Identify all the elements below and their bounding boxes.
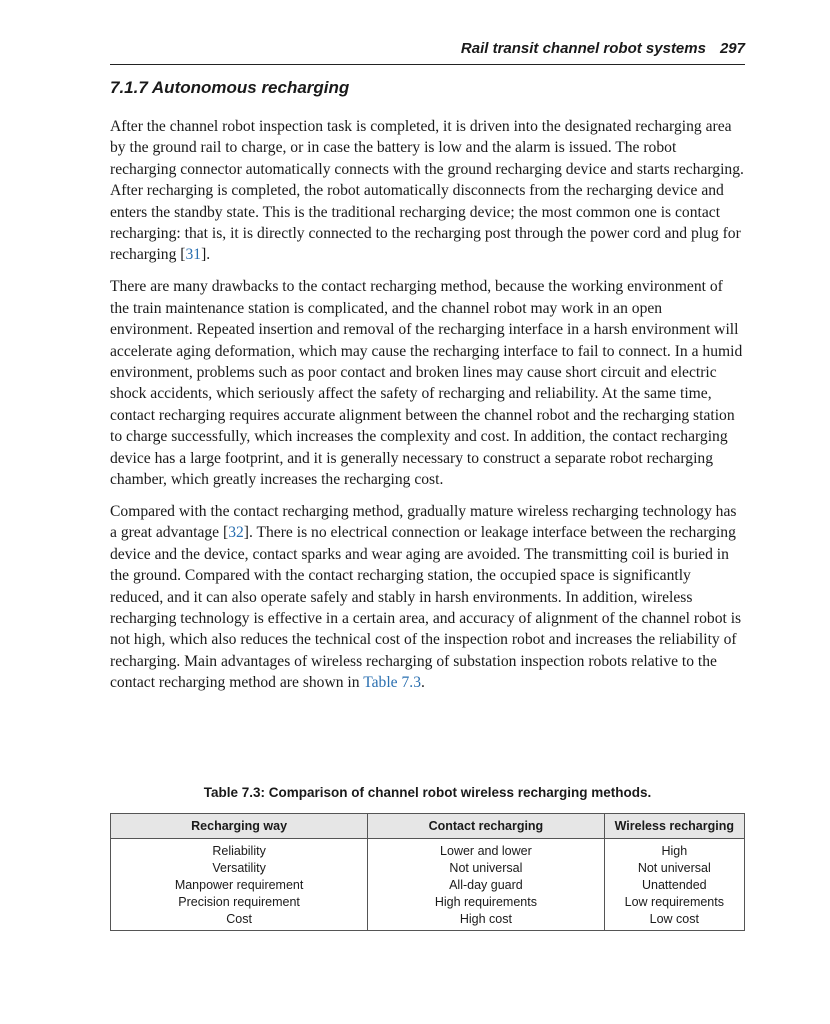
table-header-row (111, 814, 745, 839)
paragraph-1-end: ]. (201, 246, 211, 264)
table-cell: Precision requirement (111, 894, 368, 911)
citation-link-32[interactable]: 32 (228, 524, 244, 542)
section-heading (110, 78, 349, 98)
paragraph-3 (110, 501, 745, 694)
table-cell: High requirements (368, 894, 604, 911)
table-caption: Table 7.3: Comparison of channel robot wireless recharging methods. (203, 785, 652, 800)
running-head (110, 38, 745, 65)
paragraph-2: There are many drawbacks to the contact recharging method, because the working environment of the train maintenance station is complicated, and the channel robot may work in an open environment. Repeated insertion and removal of the recharging interface in a harsh environment will accelerate aging deformation, which may cause the recharging interface to fail to connect. In a humid environment, problems such as poor contact and broken lines may cause short circuit and electric shock accidents, which seriously affect the safety of recharging and reliability. At the same time, contact recharging requires accurate alignment between the channel robot and the recharging station to charge successfully, which increases the complexity and cost. In addition, the contact recharging device has a large footprint, and it is generally necessary to construct a separate robot recharging chamber, which greatly increases the recharging cost. (110, 278, 743, 488)
table-cell: Manpower requirement (111, 877, 368, 894)
comparison-table (110, 813, 745, 931)
paragraph-3-text-b: ]. There is no electrical connection or leakage interface between the recharging device and the device, contact sparks and wear aging are avoided. The transmitting coil is buried in the ground. Compared with the contact recharging station, the occupied space is significantly reduced, and it can also operate safely and stably in harsh environments. In addition, wireless recharging technology is effective in a certain area, and accuracy of alignment of the channel robot is not high, which also reduces the technical cost of the inspection robot and increases the reliability of recharging. Main advantages of wireless recharging of substation inspection robots relative to the contact recharging method are shown in (110, 524, 742, 692)
table-cell: Not universal (368, 860, 604, 877)
table-cell: High (661, 844, 688, 858)
table-row (111, 860, 745, 877)
body-text (110, 116, 745, 704)
paragraph-3-text-a: Compared with the contact recharging method, gradually mature wireless recharging technology has a great advantage [ (110, 502, 737, 542)
table-row (111, 877, 745, 894)
table-cell: All-day guard (368, 877, 604, 894)
section-number: 7.1.7 (110, 78, 148, 97)
table-cell: High cost (368, 911, 604, 931)
paragraph-1 (110, 116, 745, 266)
table-cell: Low cost (649, 912, 699, 926)
table-cell: Lower and lower (368, 839, 604, 861)
table-row (111, 911, 745, 931)
table-header-cell: Wireless recharging (604, 814, 744, 839)
running-head-title: Rail transit channel robot systems (460, 40, 706, 57)
table-cell: Unattended (641, 878, 707, 892)
table-cell: Not universal (637, 861, 711, 875)
paragraph-1-text: After the channel robot inspection task is completed, it is driven into the designated recharging area by the ground rail to charge, or in case the battery is low and the alarm is issued. The robot recharging connector automatically connects with the ground recharging device and starts recharging. After recharging is completed, the robot automatically disconnects from the recharging device and enters the standby state. This is the traditional recharging device; the most common one is contact recharging: that is, it is directly connected to the recharging post through the power cord and plug for recharging [ (110, 118, 744, 264)
table-cell: Low requirements (624, 895, 724, 909)
table-row (111, 894, 745, 911)
table-cell: Cost (111, 911, 368, 931)
table-ref-link[interactable]: Table 7.3 (363, 674, 421, 692)
paragraph-3-end: . (421, 674, 425, 692)
citation-link-31[interactable]: 31 (185, 246, 202, 264)
section-title: Autonomous recharging (151, 78, 350, 97)
table-header-cell: Contact recharging (368, 814, 604, 839)
table-header-cell: Recharging way (111, 814, 368, 839)
table-cell: Versatility (111, 860, 368, 877)
table-row (111, 839, 745, 861)
page-number: 297 (719, 40, 745, 57)
table-cell: Reliability (111, 839, 368, 861)
